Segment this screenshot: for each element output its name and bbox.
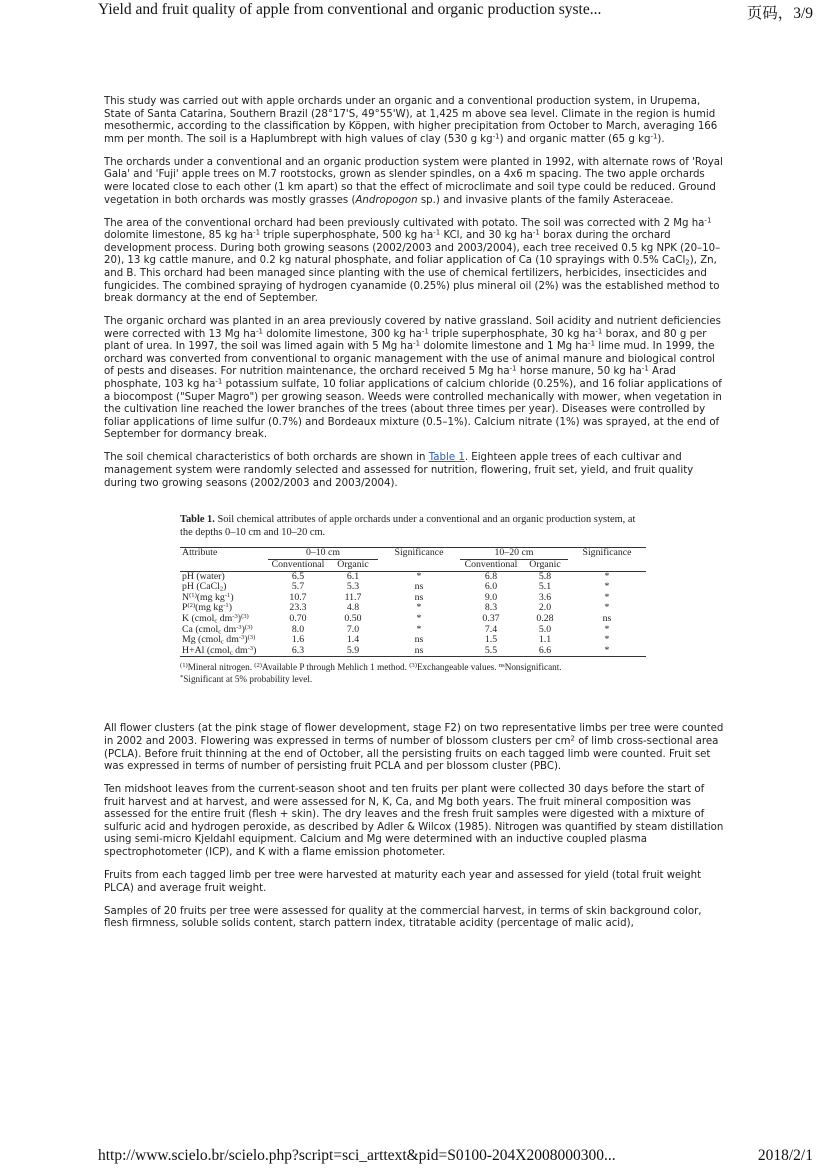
article-body — [104, 96, 724, 941]
header-conventional-1: Conventional — [268, 559, 328, 571]
paragraph-flowering: All flower clusters (at the pink stage of flower development, stage F2) on two representative limbs per tree were counted in 2002 and 2003. Flowering was expressed in terms of number of blossom clusters per $cm^2$ of limb cross-sectional area (PCLA). Before fruit thinning at the end of October, all the persisting fruits on each tagged limb were counted. Fruit set was expressed in terms of number of persisting fruit PCLA and per blossom cluster (PBC). — [104, 723, 724, 773]
paragraph-soil-characteristics: The soil chemical characteristics of both orchards are shown in Table 1. Eighteen apple trees of each cultivar and management system were randomly selected and assessed for nutrition, flowering, fruit set, yield, and fruit quality during two growing seasons (2002/2003 and 2003/2004). — [104, 452, 694, 489]
footer-url: http://www.scielo.br/scielo.php?script=sci_arttext&pid=S0100-204X2008000300... — [98, 1147, 616, 1164]
table-row: Ca (cmol$_c$ $dm^{-3})^{(3)}$ 8.0 7.0 * 7.4 5.0 * — [182, 623, 610, 636]
table-row: $N^{(1)}(mg$ $kg^{-1}$) 10.7 11.7 ns 9.0 3.6 * — [182, 591, 610, 603]
footer-date: 2018/2/1 — [757, 1147, 813, 1164]
table-row: H+Al (cmol$_c$ $dm^{-3}$) 6.3 5.9 ns 5.5 6.6 * — [180, 646, 646, 657]
header-organic-2: Organic — [522, 559, 568, 571]
paragraph-conventional-orchard: The area of the conventional orchard had been previously cultivated with potato. The soil was corrected with 2 Mg $ha^{-1}$ dolomite limestone, 85 kg $ha^{-1}$ triple superphosphate, 500 kg $ha^{-1}$ KCl, and 30 kg $ha^{-1}$ borax during the orchard development process. During both growing seasons (2002/2003 and 2003/2004), each tree received 0.5 kg NPK (20–10–20), 13 kg cattle manure, and 0.2 kg natural phosphate, and foliar application of Ca (10 sprayings with 0.5% CaCl$_2$), Zn, and B. This orchard had been managed since planting with the use of chemical fertilizers, herbicides, insecticides and fungicides. The combined spraying of hydrogen cyanamide (0.25%) plus mineral oil (2%) was the established method to break dormancy at the end of September. — [104, 216, 721, 305]
header-significance-1: Significance — [378, 548, 460, 571]
paragraph-organic-orchard: The organic orchard was planted in an area previously covered by native grassland. Soil acidity and nutrient deficiencies were corrected with 13 Mg $ha^{-1}$ dolomite limestone, 300 kg $ha^{-1}$ triple superphosphate, 30 kg $ha^{-1}$ borax, and 80 g per plant of urea. In 1997, the soil was limed again with 5 Mg $ha^{-1}$ dolomite limestone and 1 Mg $ha^{-1}$ lime mud. In 1999, the orchard was converted from conventional to organic management with the use of animal manure and biological control of pests and diseases. For nutrition maintenance, the orchard received 5 Mg $ha^{-1}$ horse manure, 50 kg $ha^{-1}$ Arad phosphate, 103 kg $ha^{-1}$ potassium sulfate, 10 foliar applications of calcium chloride (0.25%), and 16 foliar applications of a biocompost ("Super Magro") per growing season. Weeds were controlled mechanically with mower, when vegetation in the cultivation line reached the lower branches of the trees (about three times per year). Diseases were controlled by foliar applications of lime sulfur (0.7%) and Bordeaux mixture (0.5–1%). Calcium nitrate (1%) was sprayed, at the end of September for dormancy break. — [104, 316, 722, 441]
table-row: K (cmol$_c$ $dm^{-3})^{(3)}$ 0.70 0.50 * 0.37 0.28 ns — [182, 612, 612, 625]
paragraph-fruit-quality: Samples of 20 fruits per tree were assessed for quality at the commercial harvest, in terms of skin background color, flesh firmness, soluble solids content, starch pattern index, titratable acidity (percentage of malic acid), — [104, 905, 702, 930]
header-depth-10-20: 10–20 cm — [460, 548, 568, 560]
table-row: pH (water) 6.5 6.1 * 6.8 5.8 * — [182, 570, 610, 582]
page-footer — [0, 1147, 827, 1169]
table-row: Mg (cmol$_c$ $dm^{-3})^{(3)}$ 1.6 1.4 ns 1.5 1.1 * — [182, 634, 610, 646]
paragraph-yield: Fruits from each tagged limb per tree were harvested at maturity each year and assessed for yield (total fruit weight PLCA) and average fruit weight. — [104, 870, 702, 894]
soil-attributes-table — [180, 547, 646, 657]
header-page-number: 页码，3/9 — [746, 5, 813, 22]
paragraph-mineral-analysis: Ten midshoot leaves from the current-season shoot and ten fruits per plant were collected 30 days before the start of fruit harvest and at harvest, and were assessed for N, K, Ca, and Mg both years. The fruit mineral composition was assessed for the entire fruit (flesh + skin). The dry leaves and the fresh fruit samples were digested with a mixture of sulfuric acid and hydrogen peroxide, as described by Adler & Wilcox (1985). Nitrogen was quantified by steam distillation using semi-micro Kjeldahl equipment. Calcium and Mg were determined with an inductive coupled plasma spectrophotometer (ICP), and K with a flame emission photometer. — [104, 784, 724, 859]
header-title: Yield and fruit quality of apple from conventional and organic production syste... — [98, 1, 602, 18]
table-1 — [180, 514, 646, 685]
table-1-link[interactable]: Table 1 — [428, 452, 465, 464]
table-row: pH (CaCl$_2$) 5.7 5.3 ns 6.0 5.1 * — [182, 581, 610, 593]
header-significance-2: Significance — [568, 548, 646, 571]
page-header — [0, 0, 827, 22]
table-footnote: $^{(1)}$Mineral nitrogen. $^{(2)}$Available P through Mehlich 1 method. $^{(3)}$Exchangeable values. $^{ns}$Nonsignificant. *Significant at 5% probability level. — [180, 662, 562, 685]
header-depth-0-10: 0–10 cm — [268, 548, 378, 560]
header-attribute: Attribute — [180, 548, 268, 571]
table-caption: Table 1. Soil chemical attributes of apple orchards under a conventional and an organic production system, at the depths 0–10 cm and 10–20 cm. — [180, 514, 636, 538]
header-conventional-2: Conventional — [460, 559, 522, 571]
paragraph-orchards: The orchards under a conventional and an organic production system were planted in 1992, with alternate rows of 'Royal Gala' and 'Fuji' apple trees on M.7 rootstocks, grown as slender spindles, on a 4x6 m spacing. The two apple orchards were located close to each other (1 km apart) so that the effect of microclimate and soil type could be reduced. Ground vegetation in both orchards was mostly grasses (Andropogon sp.) and invasive plants of the family Asteraceae. — [104, 156, 723, 206]
header-organic-1: Organic — [328, 559, 378, 571]
table-row: $P^{(2)}(mg$ $kg^{-1}$) 23.3 4.8 * 8.3 2.0 * — [182, 602, 610, 614]
paragraph-study-site: This study was carried out with apple orchards under an organic and a conventional production system, in Urupema, State of Santa Catarina, Southern Brazil (28°17'S, 49°55'W), at 1,425 m above sea level. Climate in the region is humid mesothermic, according to the classification by Köppen, with higher precipitation from October to March, averaging 166 mm per month. The soil is a Haplumbrept with high values of clay (530 g $kg^{-1}$) and organic matter (65 g $kg^{-1}$). — [104, 96, 718, 145]
